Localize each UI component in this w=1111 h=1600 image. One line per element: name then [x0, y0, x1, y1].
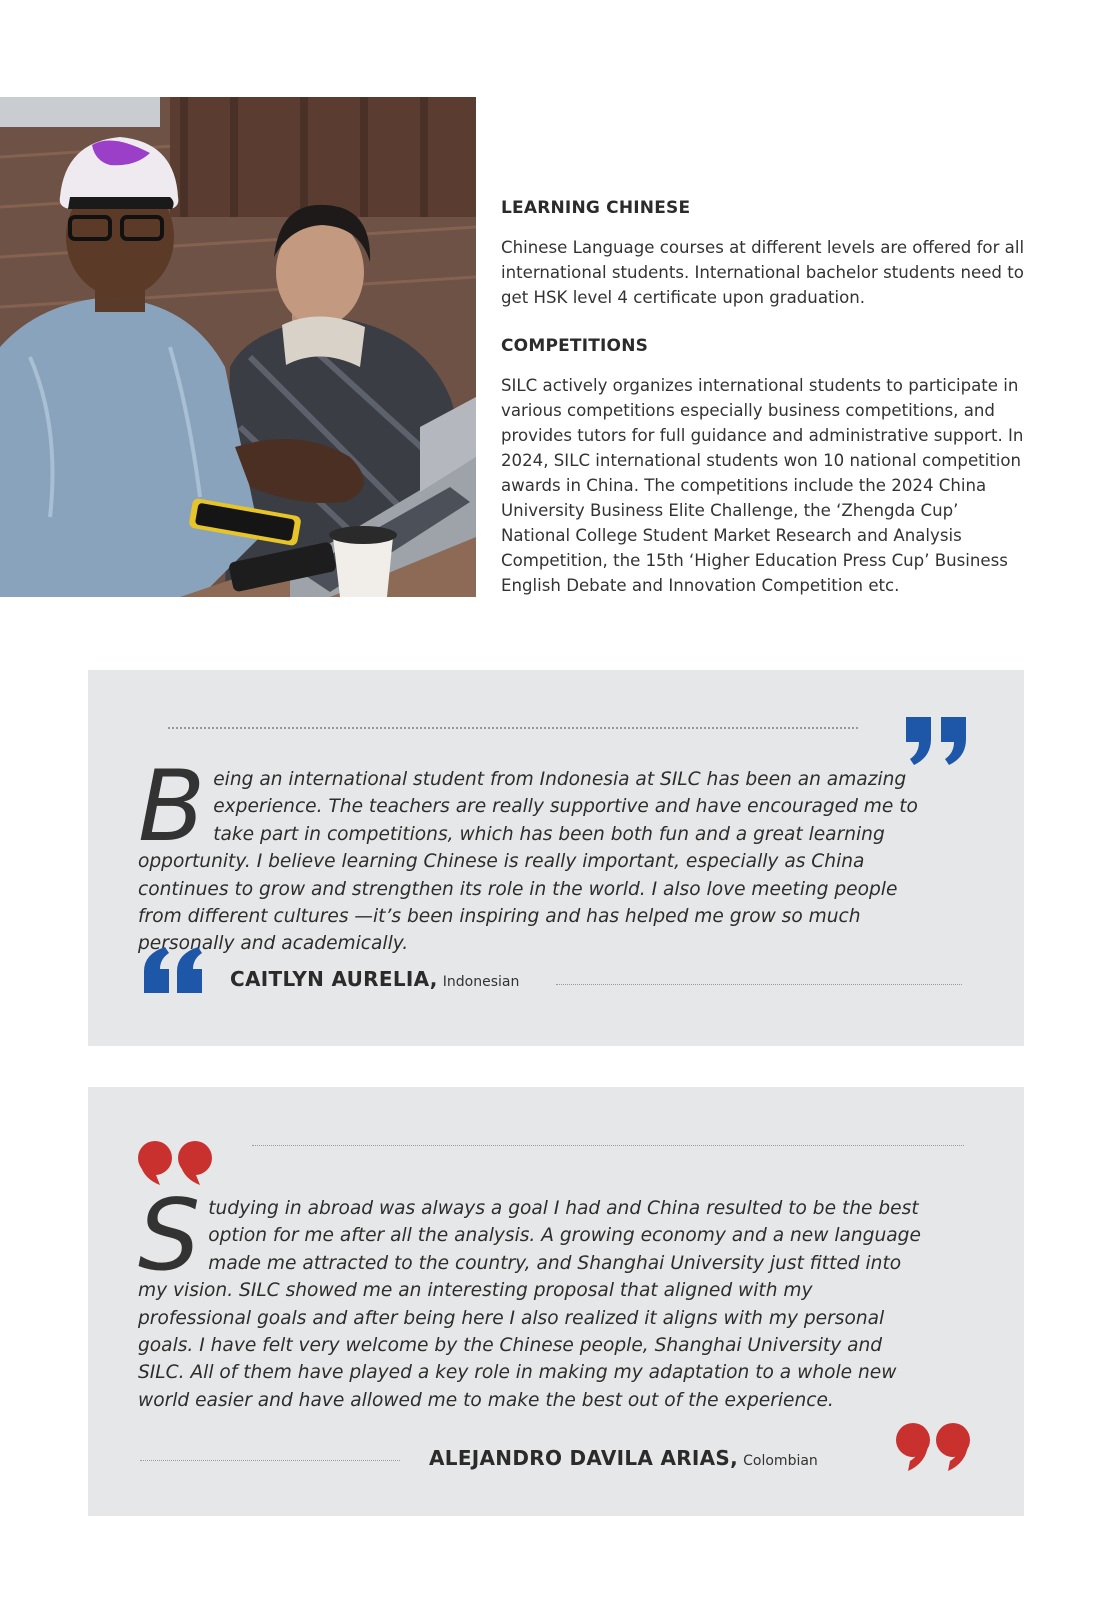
students-photo — [0, 97, 476, 597]
section-body-competitions: SILC actively organizes international students to participate in various competitions especially business competitions, and provides tutors for full guidance and administrative support. In 2024, SILC international students won 10 national competition awards in China. The competitions include the 2024 China University Business Elite Challenge, the ‘Zhengda Cup’ National College Student Market Research and Analysis Competition, the 15th ‘Higher Education Press Cup’ Business English Debate and Innovation Competition etc. — [501, 376, 1024, 595]
testimonial-text-1: eing an international student from Indonesia at SILC has been an amazing experience. The teachers are really supportive and have encouraged me to take part in competitions, which has been both fun and a great learning opportunity. I believe learning Chinese is really important, especially as China continues to grow and strengthen its role in the world. I also love meeting people from different cultures —it’s been inspiring and has helped me grow so much personally and academically. — [138, 769, 918, 955]
section-body-learning-chinese: Chinese Language courses at different levels are offered for all international students. International bachelor students need to get HSK level 4 certificate upon graduation. — [501, 238, 1025, 307]
divider-dotted — [140, 1460, 400, 1461]
section-title-learning-chinese: LEARNING CHINESE — [501, 198, 691, 218]
testimonial-quote-1 — [138, 750, 918, 958]
open-quote-icon — [138, 945, 202, 995]
divider-dotted — [168, 727, 858, 729]
testimonial-author-1: CAITLYN AURELIA, — [230, 967, 438, 991]
testimonial-quote-2 — [138, 1179, 928, 1414]
testimonial-signature-1 — [230, 967, 519, 991]
testimonial-nationality-1: Indonesian — [442, 974, 520, 990]
students-at-laptop-photo — [0, 97, 476, 597]
dropcap-s: S — [138, 1179, 201, 1293]
testimonial-text-2: tudying in abroad was always a goal I had and China resulted to be the best option for me after all the analysis. A growing economy and a new language made me attracted to the country, and Shanghai University just fitted into my vision. SILC showed me an interesting proposal that aligned with my professional goals and after being here I also realized it aligns with my personal goals. I have felt very welcome by the Chinese people, Shanghai University and SILC. All of them have played a key role in making my adaptation to a whole new world easier and have allowed me to make the best out of the experience. — [138, 1198, 921, 1411]
testimonial-nationality-2: Colombian — [743, 1453, 818, 1469]
close-quote-icon — [904, 715, 970, 767]
testimonial-card-1 — [88, 670, 1024, 1046]
close-quote-icon — [894, 1421, 974, 1473]
section-title-competitions: COMPETITIONS — [501, 336, 649, 356]
divider-dotted — [252, 1145, 964, 1146]
text-column — [501, 198, 1026, 598]
dropcap-b: B — [138, 750, 206, 864]
testimonial-author-2: ALEJANDRO DAVILA ARIAS, — [429, 1446, 739, 1470]
divider-dotted — [556, 984, 962, 985]
testimonial-signature-2 — [429, 1446, 818, 1470]
testimonial-card-2 — [88, 1087, 1024, 1516]
